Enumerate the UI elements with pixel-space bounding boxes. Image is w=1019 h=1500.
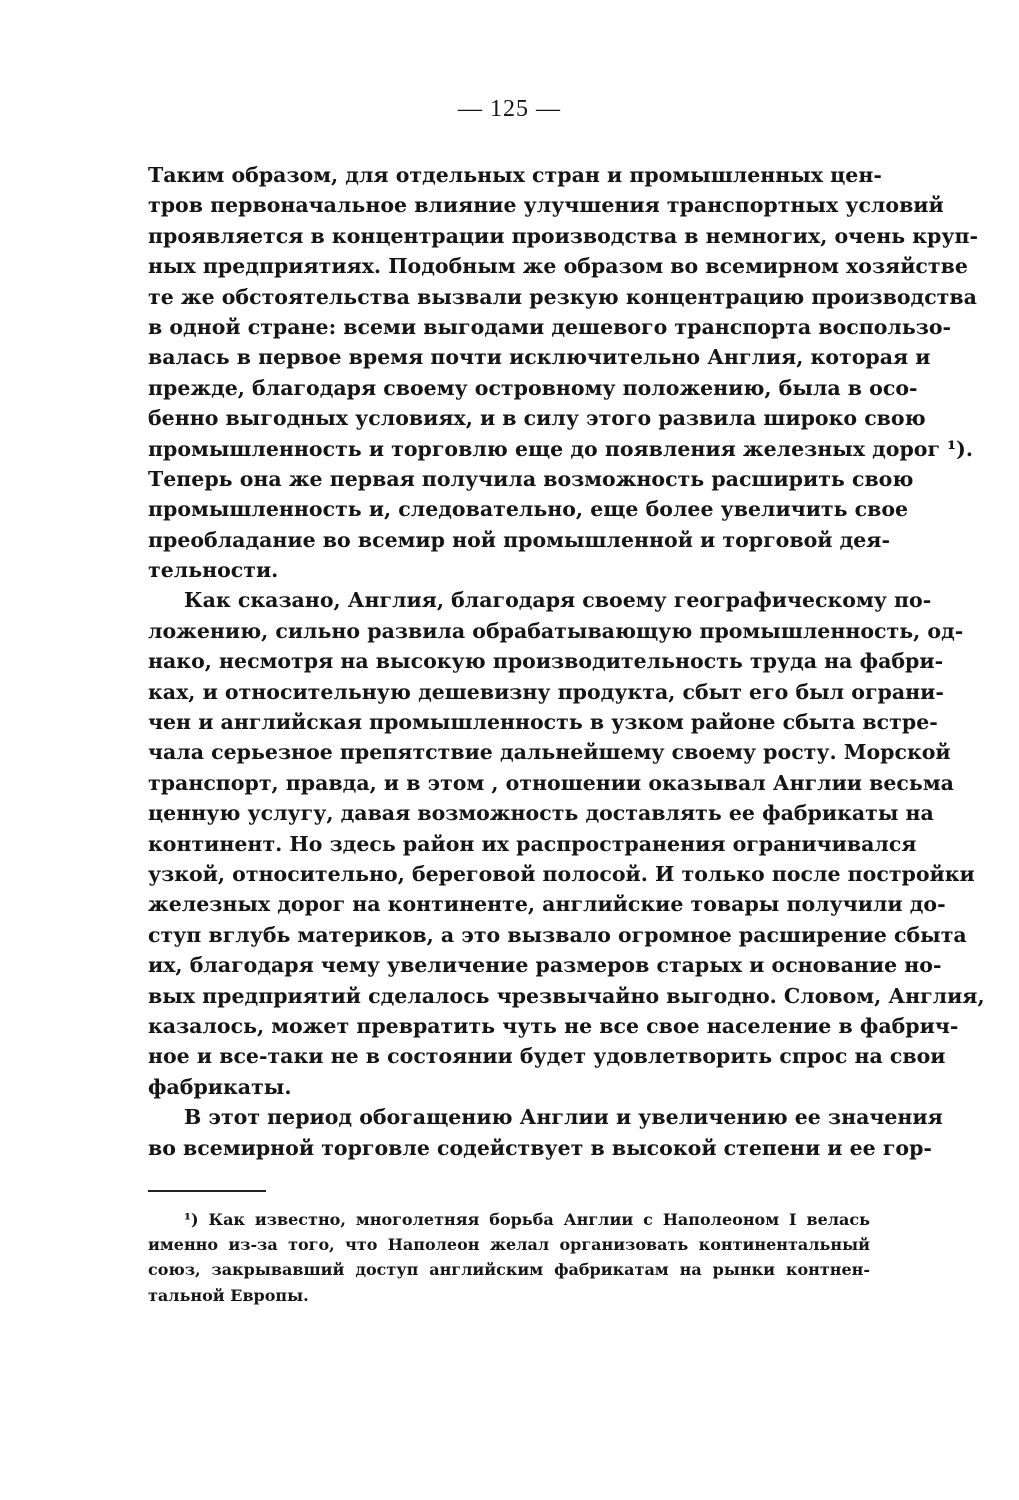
text-line: Таким образом, для отдельных стран и промышленных цен- <box>148 163 882 187</box>
footnote <box>148 1207 870 1308</box>
page-number: — 125 — <box>458 96 561 122</box>
text-line: в одной стране: всеми выгодами дешевого транспорта воспользо- <box>148 314 952 339</box>
text-line: ных предприятиях. Подобным же образом во всемирном хозяйстве <box>148 254 968 279</box>
text-line: тельности. <box>148 558 279 583</box>
text-line: В этот период обогащению Англии и увеличению ее значения <box>184 1105 943 1130</box>
text-line: узкой, относительно, береговой полосой. И только после постройки <box>148 861 975 886</box>
text-line: нако, несмотря на высокую производительность труда на фабри- <box>148 649 944 674</box>
text-line: тров первоначальное влияние улучшения транспортных условий <box>148 193 944 218</box>
text-line: прежде, благодаря своему островному положению, была в осо- <box>148 375 918 400</box>
text-line: преобладание во всемир ной промышленной и торговой дея- <box>148 527 890 552</box>
footnote-line: именно из-за того, что Наполеон желал организовать континентальный <box>148 1235 870 1255</box>
text-line: казалось, может превратить чуть не все свое население в фабрич- <box>148 1013 959 1038</box>
text-line: континент. Но здесь район их распространения ограничивался <box>148 831 917 856</box>
footnote-divider <box>148 1190 266 1192</box>
text-line: ступ вглубь материков, а это вызвало огромное расширение сбыта <box>148 922 967 947</box>
text-line: чала серьезное препятствие дальнейшему своему росту. Морской <box>148 740 951 765</box>
text-line: ложению, сильно развила обрабатывающую промышленность, од- <box>148 618 964 643</box>
body-text <box>148 160 985 1163</box>
text-line: промышленность и, следовательно, еще более увеличить свое <box>148 497 909 522</box>
text-line: Теперь она же первая получила возможность расширить свою <box>148 466 914 491</box>
text-line: вых предприятий сделалось чрезвычайно выгодно. Словом, Англия, <box>148 983 985 1008</box>
text-line: Как сказано, Англия, благодаря своему географическому по- <box>184 588 932 613</box>
text-line: бенно выгодных условиях, и в силу этого развила широко свою <box>148 406 926 431</box>
text-line: их, благодаря чему увеличение размеров старых и основание но- <box>148 953 942 978</box>
text-line: ках, и относительную дешевизну продукта, сбыт его был ограни- <box>148 679 944 704</box>
footnote-line: ¹) Как известно, многолетняя борьба Англии с Наполеоном I велась <box>184 1210 870 1229</box>
text-line: ценную услугу, давая возможность доставлять ее фабрикаты на <box>148 801 934 826</box>
text-line: проявляется в концентрации производства в немногих, очень круп- <box>148 223 979 248</box>
text-line: чен и английская промышленность в узком районе сбыта встре- <box>148 710 938 735</box>
text-line: те же обстоятельства вызвали резкую концентрацию производства <box>148 284 977 309</box>
footnote-line: тальной Европы. <box>148 1285 309 1305</box>
text-line: валась в первое время почти исключительно Англия, которая и <box>148 345 931 370</box>
footnote-line: союз, закрывавший доступ английским фабрикатам на рынки контнен- <box>148 1260 870 1280</box>
text-line: транспорт, правда, и в этом , отношении оказывал Англии весьма <box>148 770 954 795</box>
text-line: ное и все-таки не в состоянии будет удовлетворить спрос на свои <box>148 1044 946 1069</box>
text-line: железных дорог на континенте, английские товары получили до- <box>148 892 946 917</box>
text-line: промышленность и торговлю еще до появления железных дорог ¹). <box>148 436 973 461</box>
text-line: фабрикаты. <box>148 1074 292 1099</box>
text-line: во всемирной торговле содействует в высокой степени и ее гор- <box>148 1135 932 1160</box>
